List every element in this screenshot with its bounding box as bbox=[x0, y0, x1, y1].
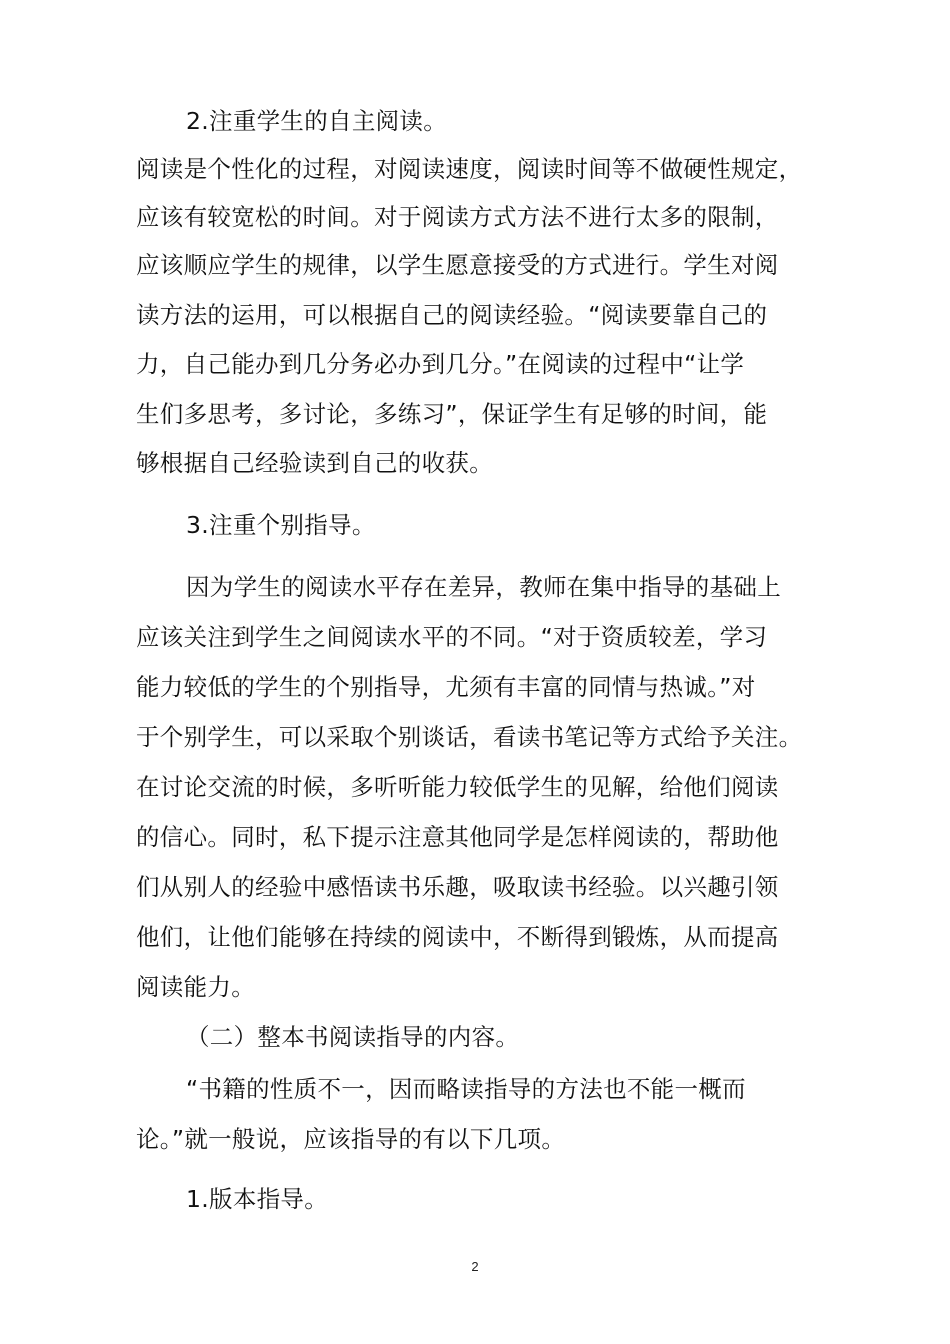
paragraph-line: 应该顺应学生的规律，以学生愿意接受的方式进行。学生对阅 bbox=[136, 251, 779, 279]
paragraph-line: 读方法的运用，可以根据自己的阅读经验。“阅读要靠自己的 bbox=[136, 301, 768, 329]
paragraph-line: 他们，让他们能够在持续的阅读中，不断得到锻炼，从而提高 bbox=[136, 923, 779, 951]
paragraph-line: 论。”就一般说，应该指导的有以下几项。 bbox=[136, 1125, 566, 1153]
paragraph-line: 能力较低的学生的个别指导，尤须有丰富的同情与热诚。”对 bbox=[136, 673, 756, 701]
paragraph-line: 生们多思考，多讨论，多练习”，保证学生有足够的时间，能 bbox=[136, 400, 768, 428]
paragraph-line: 够根据自己经验读到自己的收获。 bbox=[136, 449, 493, 477]
paragraph-line: 力，自己能办到几分务必办到几分。”在阅读的过程中“让学 bbox=[136, 350, 745, 378]
section-heading-content: （二）整本书阅读指导的内容。 bbox=[186, 1023, 520, 1051]
paragraph-line: 应该有较宽松的时间。对于阅读方式方法不进行太多的限制， bbox=[136, 203, 779, 231]
heading-1-edition-guidance: 1.版本指导。 bbox=[186, 1185, 329, 1213]
heading-2-autonomous-reading: 2.注重学生的自主阅读。 bbox=[186, 107, 448, 135]
heading-3-individual-guidance: 3.注重个别指导。 bbox=[186, 511, 376, 539]
paragraph-line: 因为学生的阅读水平存在差异，教师在集中指导的基础上 bbox=[186, 573, 781, 601]
paragraph-line: 阅读能力。 bbox=[136, 973, 255, 1001]
paragraph-line: 们从别人的经验中感悟读书乐趣，吸取读书经验。以兴趣引领 bbox=[136, 873, 779, 901]
paragraph-line: 阅读是个性化的过程，对阅读速度，阅读时间等不做硬性规定， bbox=[136, 155, 803, 183]
paragraph-line: 应该关注到学生之间阅读水平的不同。“对于资质较差，学习 bbox=[136, 623, 768, 651]
page-number: 2 bbox=[471, 1259, 479, 1274]
paragraph-line: 的信心。同时，私下提示注意其他同学是怎样阅读的，帮助他 bbox=[136, 823, 779, 851]
paragraph-line: 在讨论交流的时候，多听听能力较低学生的见解，给他们阅读 bbox=[136, 773, 779, 801]
paragraph-line: 于个别学生，可以采取个别谈话，看读书笔记等方式给予关注。 bbox=[136, 723, 803, 751]
paragraph-line: “书籍的性质不一，因而略读指导的方法也不能一概而 bbox=[186, 1075, 746, 1103]
